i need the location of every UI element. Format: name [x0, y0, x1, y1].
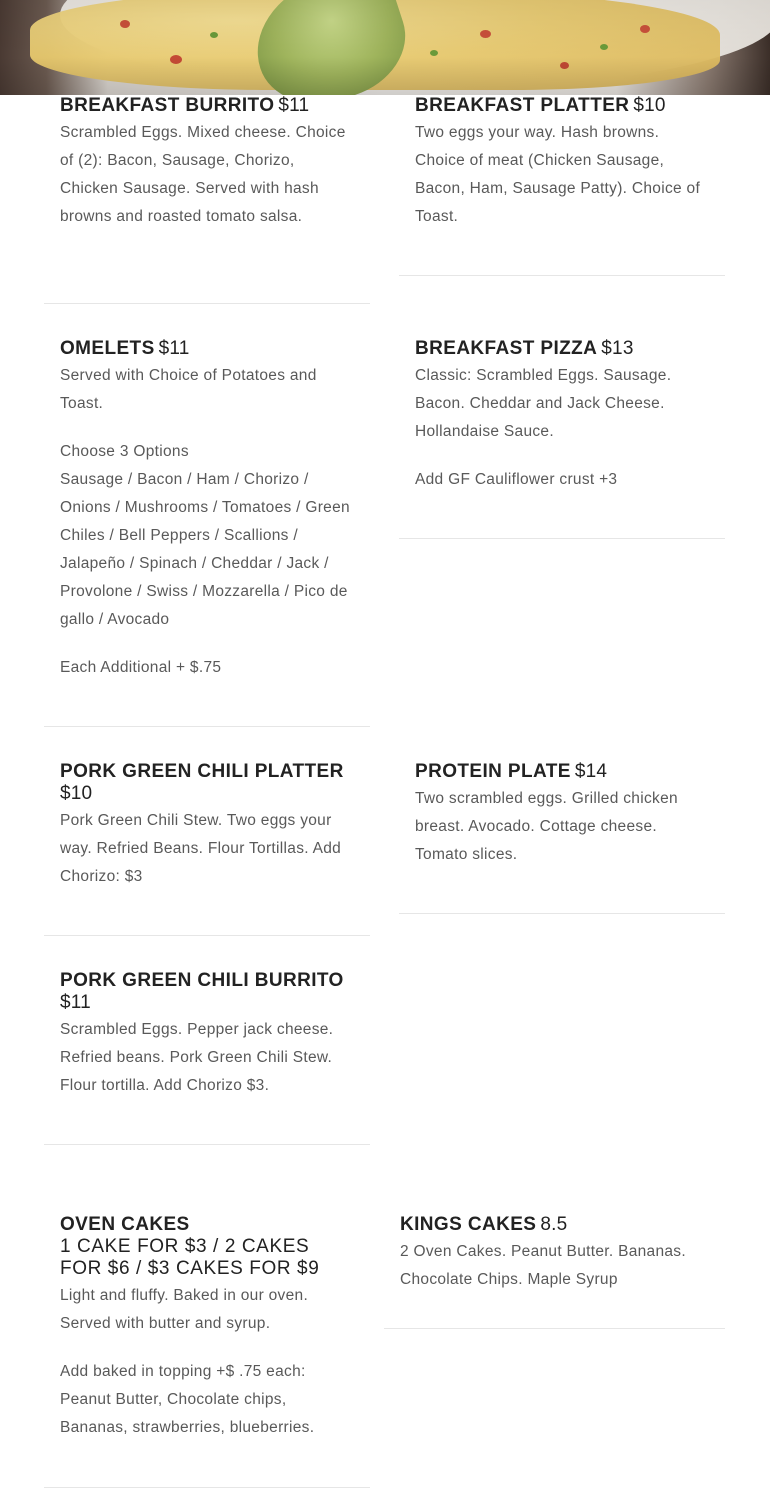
item-options [60, 438, 354, 634]
item-description: Classic: Scrambled Eggs. Sausage. Bacon. Cheddar and Jack Cheese. Hollandaise Sauce. [415, 367, 672, 440]
item-title [415, 95, 709, 117]
options-title: Choose 3 Options [60, 443, 189, 460]
item-price: $11 [278, 95, 310, 116]
item-description: Scrambled Eggs. Pepper jack cheese. Refried beans. Pork Green Chili Stew. Flour tortilla. Add Chorizo $3. [60, 1021, 334, 1094]
item-description: Two eggs your way. Hash browns. Choice of meat (Chicken Sausage, Bacon, Ham, Sausage Patty). Choice of Toast. [415, 124, 701, 225]
item-price: $14 [574, 761, 608, 782]
item-description: Scrambled Eggs. Mixed cheese. Choice of (2): Bacon, Sausage, Chorizo, Chicken Sausage. Served with hash browns and roasted tomato salsa. [60, 124, 346, 225]
item-description: Served with Choice of Potatoes and Toast. [60, 367, 317, 412]
item-price: $13 [601, 338, 634, 359]
item-description: Pork Green Chili Stew. Two eggs your way. Refried Beans. Flour Tortillas. Add Chorizo: $3 [60, 812, 342, 885]
item-name: OVEN CAKES [60, 1214, 190, 1235]
menu-item-breakfast-burrito [44, 95, 370, 304]
menu-item-pork-green-chili-platter [44, 761, 370, 936]
item-description: 2 Oven Cakes. Peanut Butter. Bananas. Chocolate Chips. Maple Syrup [400, 1243, 686, 1288]
item-addon: Add GF Cauliflower crust +3 [415, 471, 618, 488]
hero-image [0, 0, 770, 95]
item-name: OMELETS [60, 338, 155, 359]
menu-item-protein-plate [399, 761, 725, 914]
item-name: BREAKFAST PLATTER [415, 95, 630, 116]
menu-item-breakfast-pizza [399, 338, 725, 539]
item-price-line: 1 CAKE FOR $3 / 2 CAKES [60, 1236, 310, 1257]
item-title [415, 761, 709, 783]
item-additional: Each Additional + $.75 [60, 659, 222, 676]
item-price: 8.5 [540, 1214, 568, 1235]
item-name: PORK GREEN CHILI BURRITO [60, 970, 344, 991]
item-title [415, 338, 709, 360]
item-name: PROTEIN PLATE [415, 761, 571, 782]
menu-item-breakfast-platter [399, 95, 725, 276]
item-price: $11 [158, 338, 190, 359]
item-title [60, 95, 354, 117]
item-title [60, 761, 354, 805]
options-list: Sausage / Bacon / Ham / Chorizo / Onions / Mushrooms / Tomatoes / Green Chiles / Bell Peppers / Scallions / Jalapeño / Spinach / Cheddar / Jack / Provolone / Swiss / Mozzarella / Pico de gallo / Avocado [60, 471, 350, 628]
item-description: Light and fluffy. Baked in our oven. Served with butter and syrup. [60, 1287, 309, 1332]
item-title [60, 338, 354, 360]
item-name: BREAKFAST PIZZA [415, 338, 598, 359]
menu-item-omelets [44, 338, 370, 727]
item-description: Two scrambled eggs. Grilled chicken breast. Avocado. Cottage cheese. Tomato slices. [415, 790, 678, 863]
item-title [400, 1214, 709, 1236]
item-price: $10 [60, 783, 93, 804]
item-price-line: FOR $6 / $3 CAKES FOR $9 [60, 1258, 320, 1279]
item-addon: Add baked in topping +$ .75 each: Peanut Butter, Chocolate chips, Bananas, strawberries, blueberries. [60, 1363, 315, 1436]
item-price: $10 [633, 95, 666, 116]
item-title [60, 970, 354, 1014]
menu-item-kings-cakes [384, 1214, 725, 1329]
item-name: PORK GREEN CHILI PLATTER [60, 761, 344, 782]
hero-shade [0, 0, 770, 95]
item-title [60, 1214, 354, 1280]
menu-item-oven-cakes [44, 1214, 370, 1488]
item-price: $11 [60, 992, 91, 1013]
menu-item-pork-green-chili-burrito [44, 970, 370, 1145]
item-name: BREAKFAST BURRITO [60, 95, 275, 116]
item-name: KINGS CAKES [400, 1214, 537, 1235]
